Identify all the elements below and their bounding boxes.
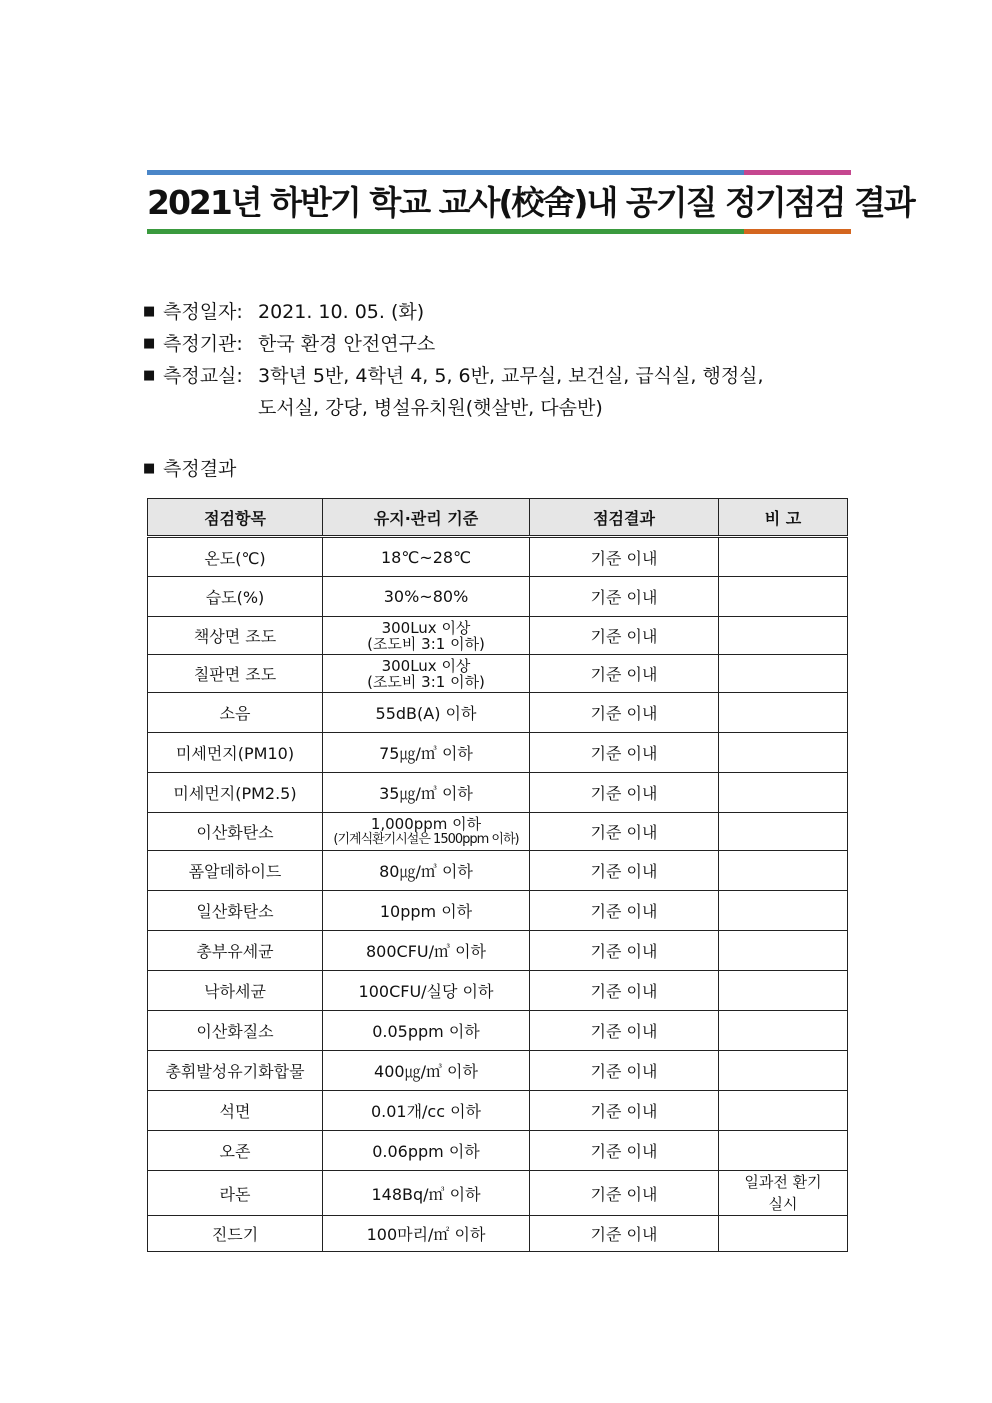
cell-item: 진드기 xyxy=(148,1216,323,1252)
cell-result: 기준 이내 xyxy=(530,1051,719,1091)
header-standard: 유지·관리 기준 xyxy=(323,499,530,537)
cell-standard: 35㎍/㎥ 이하 xyxy=(323,773,530,813)
table-row xyxy=(148,1216,848,1252)
standard-line2: (조도비 3:1 이하) xyxy=(367,672,485,691)
cell-note xyxy=(719,1051,848,1091)
table-row xyxy=(148,617,848,655)
cell-item: 온도(℃) xyxy=(148,537,323,577)
cell-standard: 18℃~28℃ xyxy=(323,537,530,577)
header-result: 점검결과 xyxy=(530,499,719,537)
cell-item: 이산화탄소 xyxy=(148,813,323,851)
title-banner xyxy=(147,170,914,234)
cell-note xyxy=(719,813,848,851)
cell-result: 기준 이내 xyxy=(530,931,719,971)
rooms-value-line2: 도서실, 강당, 병설유치원(햇살반, 다솜반) xyxy=(258,397,603,419)
table-row xyxy=(148,813,848,851)
cell-result: 기준 이내 xyxy=(530,733,719,773)
table-row xyxy=(148,1051,848,1091)
cell-note xyxy=(719,1131,848,1171)
standard-line2: (조도비 3:1 이하) xyxy=(367,634,485,653)
table-row xyxy=(148,1091,848,1131)
cell-standard: 400㎍/㎥ 이하 xyxy=(323,1051,530,1091)
rooms-value-line1: 3학년 5반, 4학년 4, 5, 6반, 교무실, 보건실, 급식실, 행정실, xyxy=(258,365,764,387)
document-title: 2021년 하반기 학교 교사(校舍)내 공기질 정기점검 결과 xyxy=(147,183,914,222)
cell-note xyxy=(719,851,848,891)
standard-line1: 300Lux 이상 xyxy=(381,656,471,675)
cell-standard: 800CFU/㎥ 이하 xyxy=(323,931,530,971)
results-table xyxy=(147,498,848,1252)
info-row-org xyxy=(143,328,843,360)
standard-line1: 300Lux 이상 xyxy=(381,618,471,637)
org-label: 측정기관: xyxy=(163,333,243,355)
cell-item: 칠판면 조도 xyxy=(148,655,323,693)
cell-standard xyxy=(323,813,530,851)
cell-standard: 10ppm 이하 xyxy=(323,891,530,931)
title-bottom-rule xyxy=(147,229,744,234)
cell-standard: 55dB(A) 이하 xyxy=(323,693,530,733)
cell-result: 기준 이내 xyxy=(530,1131,719,1171)
cell-standard: 0.05ppm 이하 xyxy=(323,1011,530,1051)
cell-result: 기준 이내 xyxy=(530,891,719,931)
table-row xyxy=(148,891,848,931)
org-value: 한국 환경 안전연구소 xyxy=(258,333,436,355)
cell-item: 미세먼지(PM2.5) xyxy=(148,773,323,813)
table-row xyxy=(148,773,848,813)
cell-note xyxy=(719,733,848,773)
cell-standard: 148Bq/㎥ 이하 xyxy=(323,1171,530,1216)
table-row xyxy=(148,1131,848,1171)
cell-result: 기준 이내 xyxy=(530,537,719,577)
cell-item: 습도(%) xyxy=(148,577,323,617)
cell-standard: 100마리/㎡ 이하 xyxy=(323,1216,530,1252)
title-bottom-accent xyxy=(744,229,851,234)
cell-item: 미세먼지(PM10) xyxy=(148,733,323,773)
cell-result: 기준 이내 xyxy=(530,1216,719,1252)
info-row-rooms xyxy=(143,360,843,392)
cell-note xyxy=(719,773,848,813)
table-row xyxy=(148,537,848,577)
bullet-icon: ■ xyxy=(143,368,156,383)
measurement-info xyxy=(143,296,843,424)
results-heading-label: 측정결과 xyxy=(163,458,237,480)
table-header-row xyxy=(148,499,848,537)
cell-result: 기준 이내 xyxy=(530,577,719,617)
cell-note xyxy=(719,617,848,655)
date-value: 2021. 10. 05. (화) xyxy=(258,301,425,323)
table-row xyxy=(148,1011,848,1051)
table-row xyxy=(148,693,848,733)
note-line1: 일과전 환기 xyxy=(744,1173,822,1191)
table-row xyxy=(148,1171,848,1216)
cell-item: 소음 xyxy=(148,693,323,733)
cell-item: 라돈 xyxy=(148,1171,323,1216)
info-row-date xyxy=(143,296,843,328)
cell-standard: 80㎍/㎥ 이하 xyxy=(323,851,530,891)
table-row xyxy=(148,931,848,971)
cell-result: 기준 이내 xyxy=(530,773,719,813)
cell-result: 기준 이내 xyxy=(530,813,719,851)
cell-item: 폼알데하이드 xyxy=(148,851,323,891)
table-row xyxy=(148,733,848,773)
cell-result: 기준 이내 xyxy=(530,655,719,693)
info-row-rooms-cont xyxy=(143,392,843,424)
cell-standard xyxy=(323,655,530,693)
standard-line1: 1,000ppm 이하 xyxy=(370,814,482,833)
cell-note xyxy=(719,655,848,693)
rooms-label: 측정교실: xyxy=(163,365,243,387)
cell-note xyxy=(719,1091,848,1131)
cell-item: 석면 xyxy=(148,1091,323,1131)
header-item: 점검항목 xyxy=(148,499,323,537)
cell-result: 기준 이내 xyxy=(530,851,719,891)
date-label: 측정일자: xyxy=(163,301,243,323)
cell-note xyxy=(719,1011,848,1051)
title-top-accent xyxy=(744,170,851,175)
results-heading xyxy=(143,455,236,483)
standard-line2: (기계식환기시설은 1500ppm 이하) xyxy=(333,831,519,847)
cell-standard: 0.01개/cc 이하 xyxy=(323,1091,530,1131)
cell-standard: 30%~80% xyxy=(323,577,530,617)
cell-result: 기준 이내 xyxy=(530,971,719,1011)
cell-standard xyxy=(323,617,530,655)
cell-standard: 0.06ppm 이하 xyxy=(323,1131,530,1171)
cell-item: 낙하세균 xyxy=(148,971,323,1011)
bullet-icon: ■ xyxy=(143,336,156,351)
cell-note xyxy=(719,1171,848,1216)
cell-note xyxy=(719,537,848,577)
cell-result: 기준 이내 xyxy=(530,617,719,655)
note-line2: 실시 xyxy=(768,1195,798,1213)
cell-item: 이산화질소 xyxy=(148,1011,323,1051)
cell-standard: 75㎍/㎥ 이하 xyxy=(323,733,530,773)
cell-result: 기준 이내 xyxy=(530,1091,719,1131)
cell-item: 책상면 조도 xyxy=(148,617,323,655)
cell-note xyxy=(719,971,848,1011)
table-row xyxy=(148,655,848,693)
cell-item: 일산화탄소 xyxy=(148,891,323,931)
title-top-rule xyxy=(147,170,744,175)
table-row xyxy=(148,851,848,891)
cell-note xyxy=(719,1216,848,1252)
cell-result: 기준 이내 xyxy=(530,1011,719,1051)
cell-item: 총부유세균 xyxy=(148,931,323,971)
cell-note xyxy=(719,693,848,733)
cell-note xyxy=(719,931,848,971)
bullet-icon: ■ xyxy=(143,304,156,319)
cell-result: 기준 이내 xyxy=(530,1171,719,1216)
header-note: 비 고 xyxy=(719,499,848,537)
cell-result: 기준 이내 xyxy=(530,693,719,733)
cell-item: 오존 xyxy=(148,1131,323,1171)
cell-note xyxy=(719,577,848,617)
table-row xyxy=(148,577,848,617)
cell-note xyxy=(719,891,848,931)
cell-standard: 100CFU/실당 이하 xyxy=(323,971,530,1011)
bullet-icon: ■ xyxy=(143,461,156,476)
table-row xyxy=(148,971,848,1011)
cell-item: 총휘발성유기화합물 xyxy=(148,1051,323,1091)
